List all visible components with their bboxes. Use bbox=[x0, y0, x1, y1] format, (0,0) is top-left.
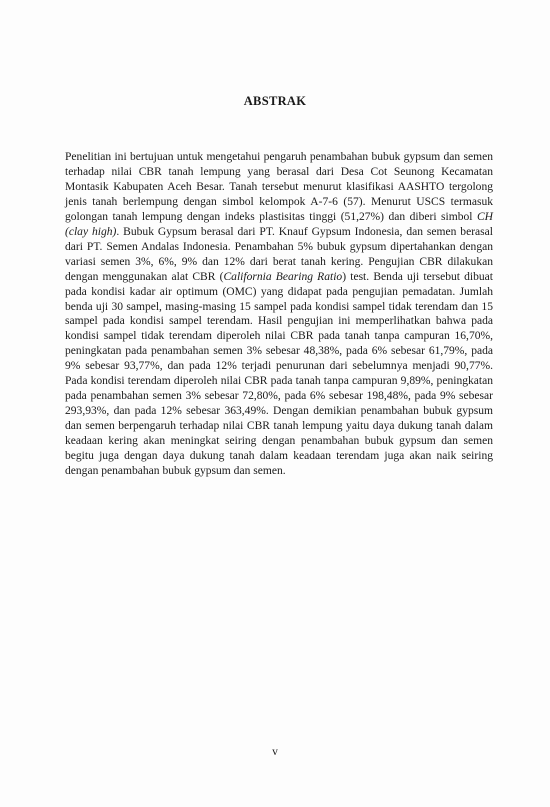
abstract-title: ABSTRAK bbox=[243, 94, 307, 108]
abstract-text-segment: ) test. Benda uji tersebut dibuat pada kondisi kadar air optimum (OMC) yang didapat pada pengujian pemadatan. Jumlah benda uji 30 sampel, masing-masing 15 sampel pada kondisi sampel tidak terendam dan 15 sampel pada kondisi sampel terendam. Hasil pengujian ini memperlihatkan bahwa pada kondisi sampel tidak terendam diperoleh nilai CBR pada tanah tanpa campuran 16,70%, peningkatan pada penambahan semen 3% sebesar 48,38%, pada 6% sebesar 61,79%, pada 9% sebesar 93,77%, dan pada 12% terjadi penurunan dari sebelumnya menjadi 90,77%. Pada kondisi terendam diperoleh nilai CBR pada tanah tanpa campuran 9,89%, peningkatan pada penambahan semen 3% sebesar 72,80%, pada 6% sebesar 198,48%, pada 9% sebesar 293,93%, dan pada 12% sebesar 363,49%. Dengan demikian penambahan bubuk gypsum dan semen berpengaruh terhadap nilai CBR tanah lempung yaitu daya dukung tanah dalam keadaan kering akan meningkat seiring dengan penambahan bubuk gypsum dan semen begitu juga dengan daya dukung tanah dalam keadaan terendam juga akan naik seiring dengan penambahan bubuk gypsum dan semen. bbox=[65, 270, 493, 478]
abstract-text-segment-italic: California Bearing Ratio bbox=[223, 270, 343, 283]
abstract-text-segment: . Bubuk Gypsum berasal dari PT. Knauf Gypsum Indonesia, dan semen berasal dari PT. Semen Andalas Indonesia. Penambahan 5% bubuk gypsum dipertahankan dengan variasi semen 3%, 6%, 9% dan 12% dari berat tanah kering. Pengujian CBR dilakukan dengan menggunakan alat CBR ( bbox=[65, 225, 494, 283]
abstract-text-segment-italic: CH (clay high) bbox=[65, 210, 493, 238]
page-number: v bbox=[272, 746, 278, 758]
abstract-text-segment: Penelitian ini bertujuan untuk mengetahui pengaruh penambahan bubuk gypsum dan semen terhadap nilai CBR tanah lempung yang berasal dari Desa Cot Seunong Kecamatan Montasik Kabupaten Aceh Besar. Tanah tersebut menurut klasifikasi AASHTO tergolong jenis tanah berlempung dengan simbol kelompok A-7-6 (57). Menurut USCS termasuk golongan tanah lempung dengan indeks plastisitas tinggi (51,27%) dan diberi simbol bbox=[65, 151, 493, 223]
abstract-body bbox=[65, 150, 493, 479]
